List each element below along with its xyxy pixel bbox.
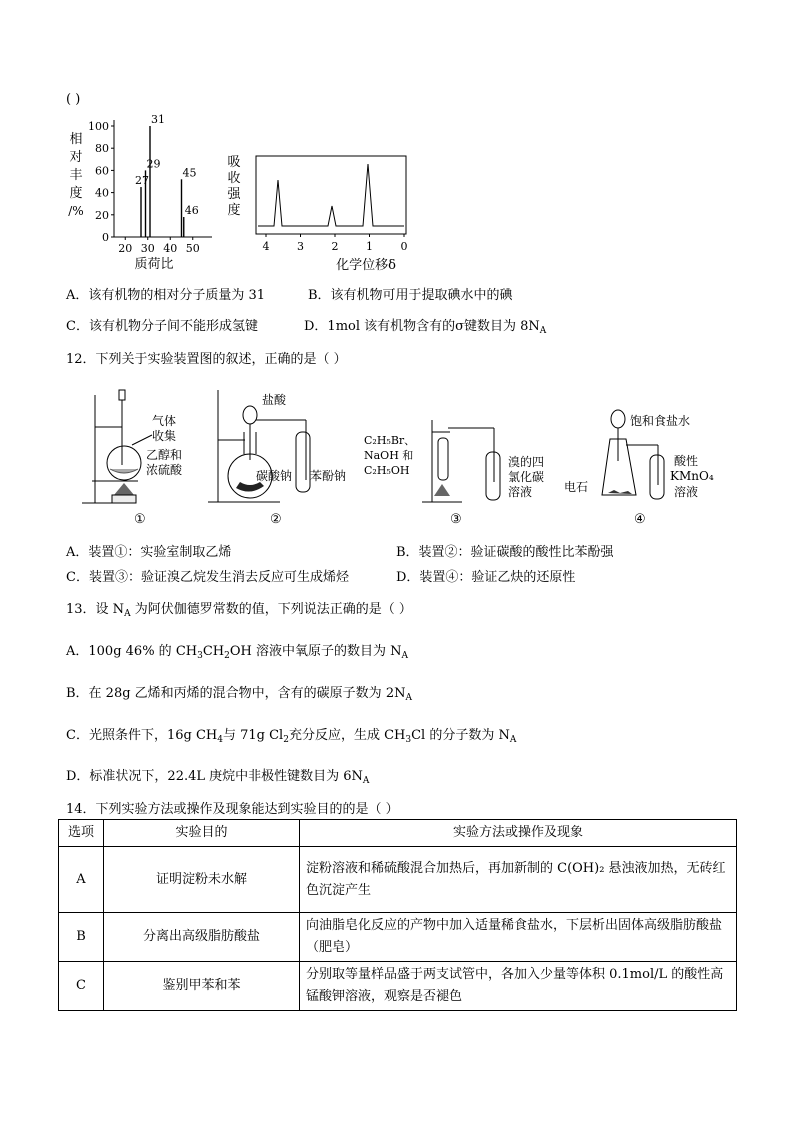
nmr-xtick-label: 3 (297, 240, 304, 253)
ms-peak-label-31: 31 (151, 113, 165, 126)
nmr-xtick-label: 4 (262, 240, 270, 253)
row-method: 淀粉溶液和稀硫酸混合加热后，再加新制的 C(OH)₂ 悬浊液加热，无砖红色沉淀产生 (300, 847, 737, 913)
nmr-ylabel-1: 收 (227, 171, 241, 186)
app3-reagent-1: C₂H₅Br、 (364, 434, 416, 447)
app4-label-k1: 酸性 (674, 454, 699, 468)
app3-reagent-2: NaOH 和 (364, 449, 414, 462)
table-row[interactable] (59, 847, 737, 913)
ms-peak-label-46: 46 (184, 204, 199, 218)
app3-number: ③ (450, 512, 462, 527)
q13-option-a[interactable]: A．100g 46% 的 $CH_3CH_2OH$ 溶液中氧原子的数目为 $N_A$ (66, 644, 409, 661)
q11-option-c[interactable]: C．该有机物分子间不能形成氢键 (66, 319, 258, 334)
app4-label-stone: 电石 (564, 480, 589, 494)
ms-xtick-label: 20 (118, 242, 133, 255)
q11-option-d[interactable]: D．1mol 该有机物含有的σ键数目为 $8N_A$ (304, 319, 547, 336)
row-option: A (59, 847, 104, 913)
ms-xtick-label: 40 (163, 242, 178, 255)
apparatus-3 (362, 410, 562, 530)
app1-label-reagent2: 浓硫酸 (146, 463, 183, 477)
ms-peak-label-29: 29 (146, 157, 161, 171)
app3-solution-3: 溶液 (508, 485, 533, 499)
header-method: 实验方法或操作及现象 (300, 820, 737, 847)
nmr-ylabel-2: 强 (227, 187, 241, 202)
ms-ytick-label: 20 (95, 208, 109, 222)
ms-ylabel-4: /% (68, 204, 84, 218)
ms-ytick-label: 80 (95, 142, 109, 156)
row-goal: 证明淀粉未水解 (104, 847, 300, 913)
table-row[interactable] (59, 962, 737, 1011)
q11-option-b[interactable]: B．该有机物可用于提取碘水中的碘 (308, 288, 513, 303)
header-option: 选项 (59, 820, 104, 847)
nmr-xtick-label: 1 (366, 240, 373, 253)
q13-option-d[interactable]: D．标准状况下，22.4L 庚烷中非极性键数目为 $6N_A$ (66, 769, 370, 786)
app1-label-gas: 气体 (152, 414, 177, 428)
q13-stem: 13．设 $N_A$ 为阿伏伽德罗常数的值，下列说法正确的是（ ） (66, 602, 412, 619)
header-goal: 实验目的 (104, 820, 300, 847)
app2-number: ② (270, 512, 282, 527)
nmr-xtick-label: 0 (400, 240, 408, 253)
app1-number: ① (134, 512, 146, 527)
q12-option-c[interactable]: C．装置③：验证溴乙烷发生消去反应可生成烯烃 (66, 570, 349, 585)
ms-ylabel-1: 对 (69, 150, 83, 165)
nmr-ylabel-0: 吸 (227, 155, 241, 170)
ms-ytick-label: 100 (88, 120, 109, 133)
ms-ylabel-0: 相 (69, 132, 83, 147)
q14-stem: 14．下列实验方法或操作及现象能达到实验目的的是（ ） (66, 802, 399, 817)
ms-ytick-label: 60 (95, 164, 109, 178)
table-header-row (59, 820, 737, 847)
apparatus-4 (560, 405, 740, 530)
app4-number: ④ (634, 512, 646, 527)
app2-label-salt: 碳酸钠 (256, 469, 293, 483)
ms-ytick-label: 0 (102, 231, 109, 244)
nmr-chart (222, 150, 422, 274)
ms-peak-label-45: 45 (182, 166, 197, 180)
app3-solution-1: 溴的四 (508, 455, 545, 469)
q13-option-b[interactable]: B．在 28g 乙烯和丙烯的混合物中，含有的碳原子数为 $2N_A$ (66, 686, 412, 703)
app2-label-phenol: 苯酚钠 (310, 469, 347, 483)
ms-xtick-label: 50 (185, 242, 200, 255)
q12-option-d[interactable]: D．装置④：验证乙炔的还原性 (396, 570, 576, 585)
table-row[interactable] (59, 913, 737, 962)
q11-paren: ( ) (66, 92, 81, 107)
q12-option-b[interactable]: B．装置②：验证碳酸的酸性比苯酚强 (396, 545, 614, 560)
apparatus-2 (200, 380, 360, 530)
nmr-ylabel-3: 度 (227, 203, 241, 218)
row-goal: 分离出高级脂肪酸盐 (104, 913, 300, 962)
row-method: 分别取等量样品盛于两支试管中，各加入少量等体积 0.1mol/L 的酸性高锰酸钾溶液，观察是否褪色 (300, 962, 737, 1011)
app4-label-k2: KMnO₄ (670, 469, 714, 483)
app4-label-k3: 溶液 (674, 485, 699, 499)
row-goal: 鉴别甲苯和苯 (104, 962, 300, 1011)
app4-label-water: 饱和食盐水 (630, 414, 691, 428)
ms-xlabel: 质荷比 (134, 257, 174, 272)
q11-option-a[interactable]: A．该有机物的相对分子质量为 31 (66, 288, 266, 303)
nmr-spectrum-line (258, 164, 404, 226)
row-option: C (59, 962, 104, 1011)
row-method: 向油脂皂化反应的产物中加入适量稀食盐水，下层析出固体高级脂肪酸盐（肥皂） (300, 913, 737, 962)
ms-ylabel-3: 度 (69, 186, 83, 201)
app3-solution-2: 氯化碳 (508, 470, 545, 484)
mass-spectrum-chart (62, 108, 222, 273)
q12-option-a[interactable]: A．装置①：实验室制取乙烯 (66, 545, 232, 560)
app1-label-collect: 收集 (152, 429, 177, 443)
app2-label-acid: 盐酸 (262, 393, 287, 407)
q14-table (58, 819, 737, 1011)
ms-peak-label-27: 27 (135, 174, 149, 188)
app3-reagent-3: C₂H₅OH (364, 464, 410, 477)
nmr-xlabel: 化学位移δ (336, 258, 396, 273)
q13-option-c[interactable]: C．光照条件下，16g $CH_4$与 71g $Cl_2$充分反应，生成 $CH_3Cl$ 的分子数为 $N_A$ (66, 728, 517, 745)
ms-xtick-label: 30 (140, 242, 155, 255)
q12-stem: 12．下列关于实验装置图的叙述，正确的是（ ） (66, 352, 347, 367)
row-option: B (59, 913, 104, 962)
app1-label-reagent1: 乙醇和 (146, 448, 183, 462)
nmr-xtick-label: 2 (331, 240, 339, 253)
ms-ytick-label: 40 (95, 186, 109, 200)
ms-ylabel-2: 丰 (69, 168, 83, 183)
